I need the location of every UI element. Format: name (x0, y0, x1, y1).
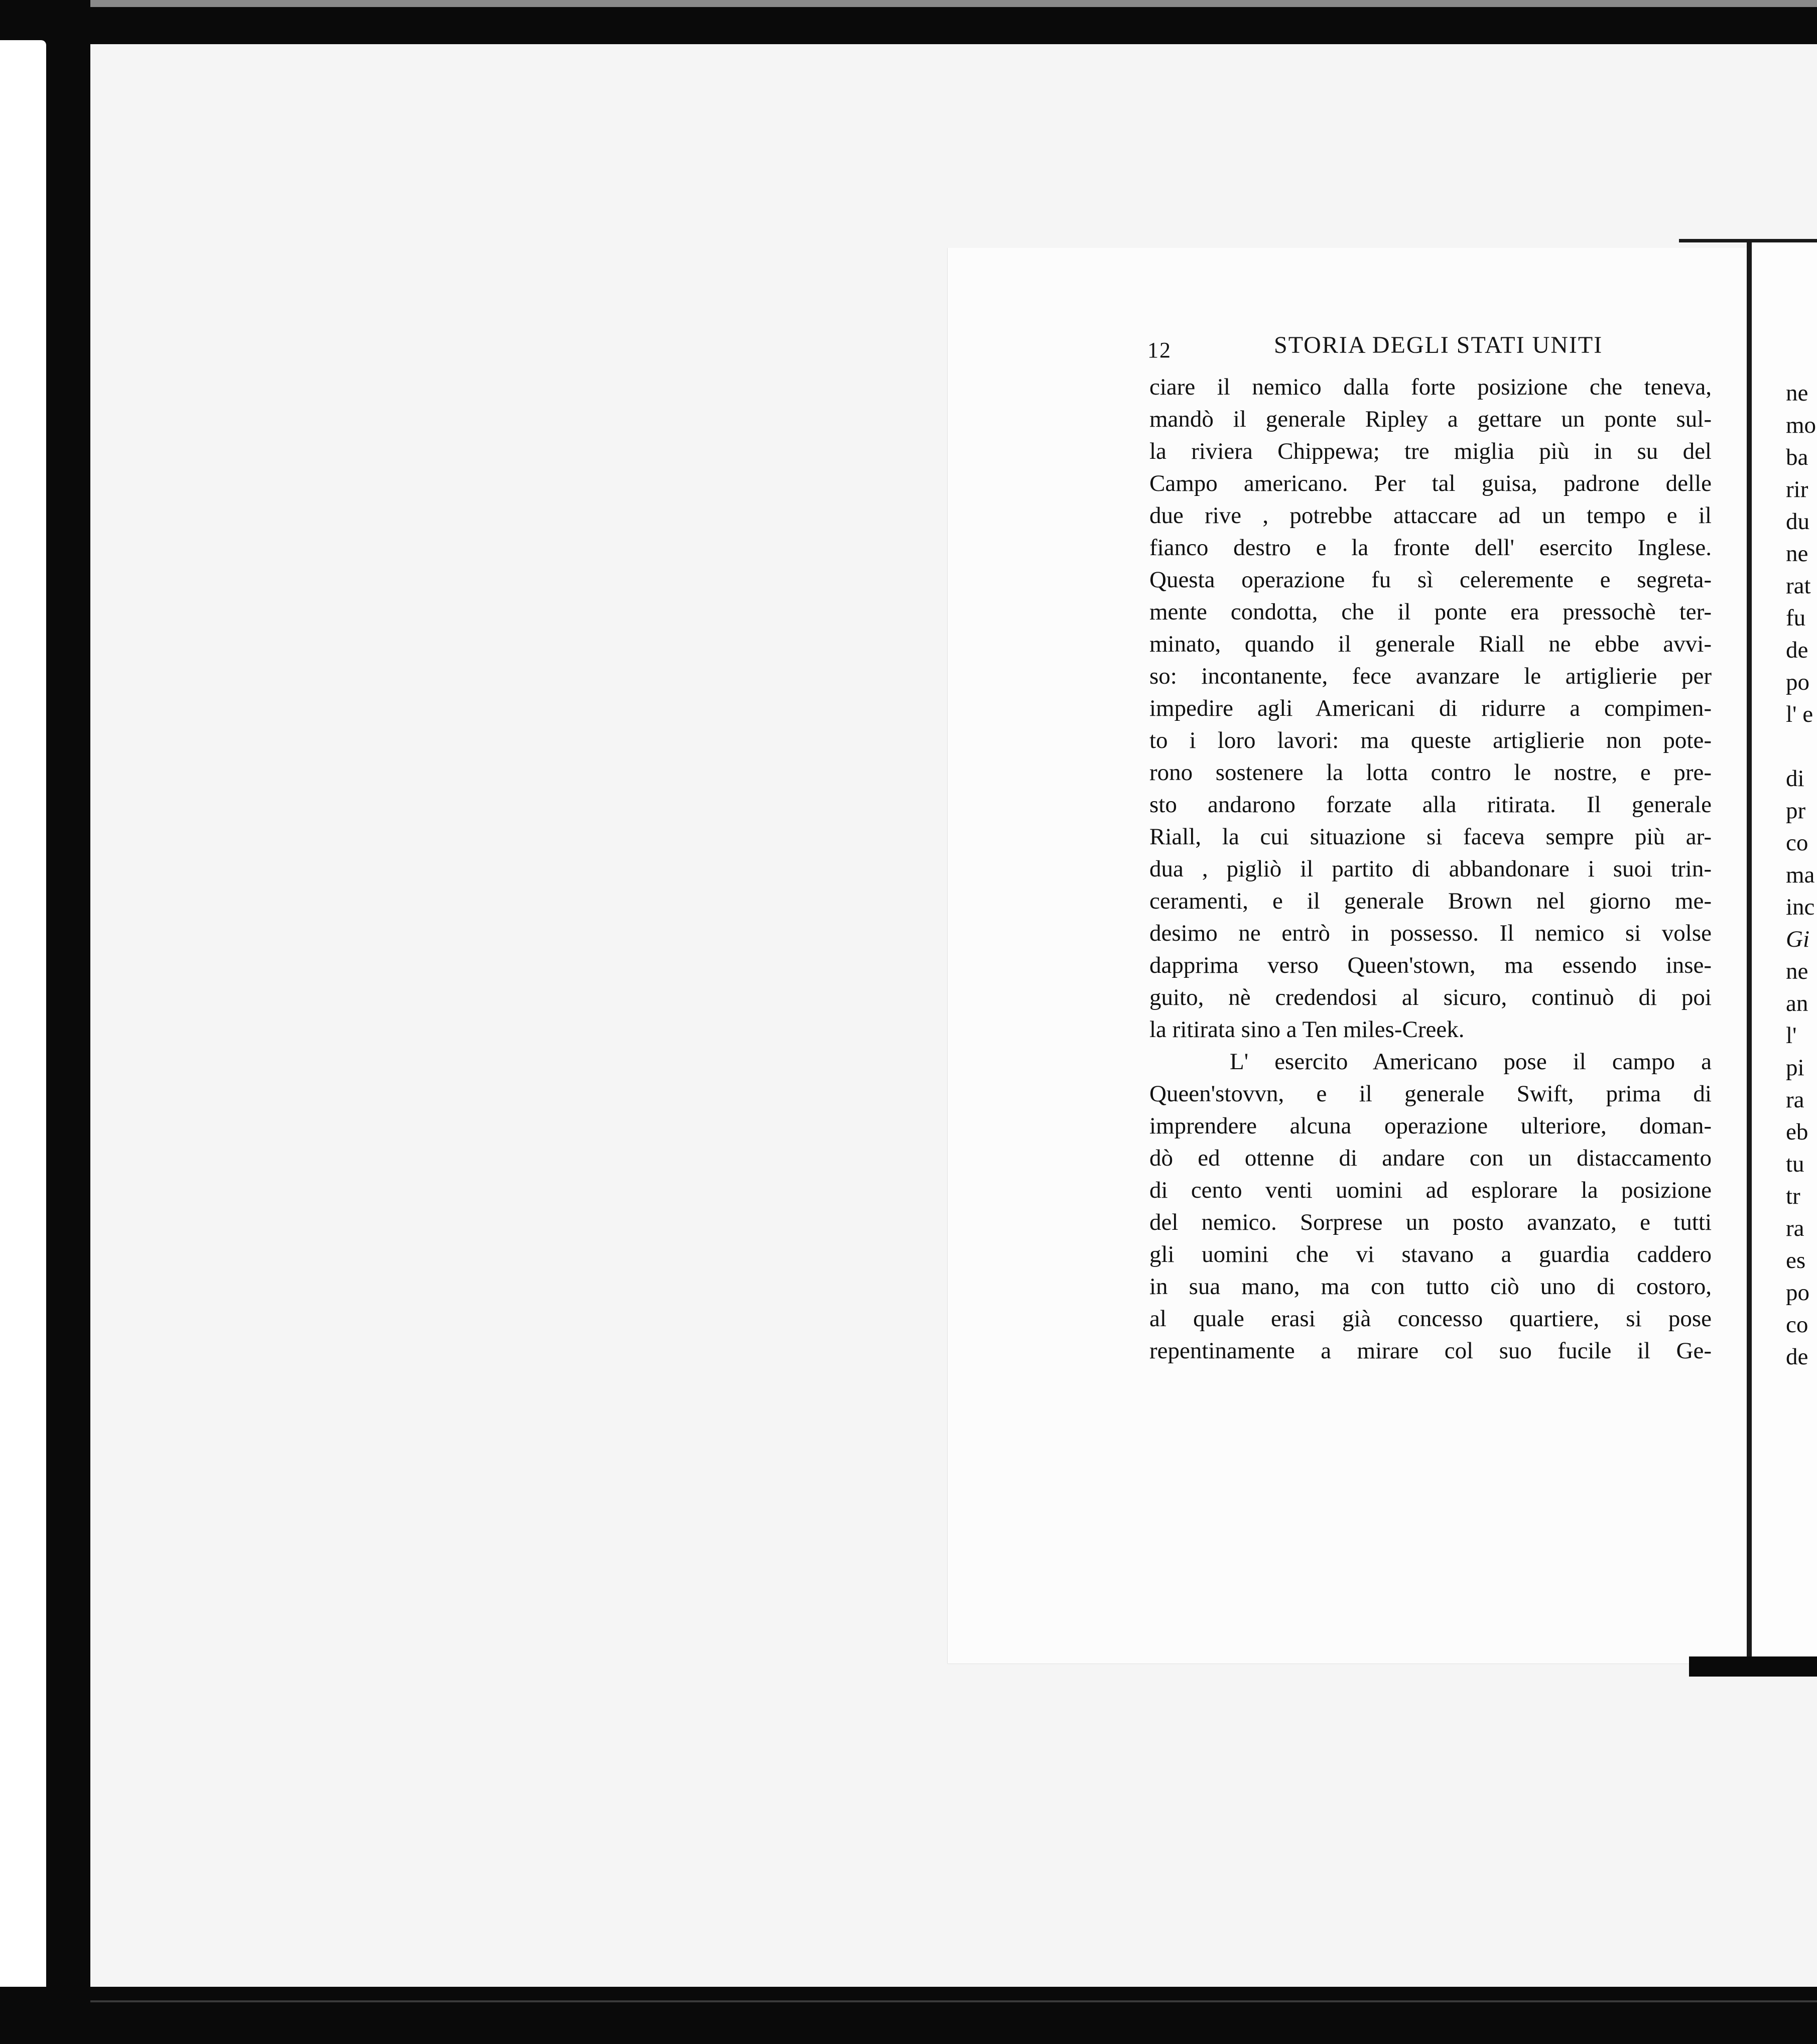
text-line: due rive , potrebbe attaccare ad un tempo e il (1149, 502, 1712, 529)
text-line: in sua mano, ma con tutto ciò uno di costoro, (1149, 1273, 1712, 1300)
page-number: 12 (1147, 338, 1172, 362)
text-line: gli uomini che vi stavano a guardia caddero (1149, 1241, 1712, 1267)
text-line: Riall, la cui situazione si faceva sempre più ar- (1149, 824, 1712, 850)
text-line: fianco destro e la fronte dell' esercito Inglese. (1149, 535, 1712, 561)
facing-fragment: pi (1786, 1055, 1804, 1081)
text-line: guito, nè credendosi al sicuro, continuò di poi (1149, 984, 1712, 1010)
text-line: Questa operazione fu sì celeremente e segreta- (1149, 567, 1712, 593)
text-line: repentinamente a mirare col suo fucile il Ge- (1149, 1338, 1712, 1364)
text-line: sto andarono forzate alla ritirata. Il generale (1149, 792, 1712, 818)
text-line: ceramenti, e il generale Brown nel giorno me- (1149, 888, 1712, 914)
facing-fragment: l' (1786, 1023, 1797, 1049)
facing-fragment: an (1786, 990, 1808, 1016)
facing-fragment: ra (1786, 1215, 1804, 1241)
facing-fragment: ba (1786, 444, 1808, 470)
facing-fragment: co (1786, 830, 1808, 856)
text-line: rono sostenere la lotta contro le nostre, e pre- (1149, 759, 1712, 786)
page-gutter (1747, 241, 1752, 1656)
text-line: di cento venti uomini ad esplorare la posizione (1149, 1177, 1712, 1203)
text-line: so: incontanente, fece avanzare le artiglierie per (1149, 663, 1712, 689)
running-head-title: STORIA DEGLI STATI UNITI (1274, 332, 1603, 358)
text-line: del nemico. Sorprese un posto avanzato, e tutti (1149, 1209, 1712, 1235)
facing-fragment: tu (1786, 1151, 1804, 1177)
text-line: ciare il nemico dalla forte posizione che teneva, (1149, 374, 1712, 400)
facing-fragment: Gi (1786, 926, 1809, 952)
text-line: mandò il generale Ripley a gettare un ponte sul- (1149, 406, 1712, 432)
text-line: desimo ne entrò in possesso. Il nemico si volse (1149, 920, 1712, 946)
facing-fragment: eb (1786, 1119, 1808, 1145)
scanner-bottom-line (90, 2000, 1817, 2002)
facing-fragment: ne (1786, 380, 1808, 406)
facing-fragment: rir (1786, 476, 1808, 502)
facing-fragment: ne (1786, 958, 1808, 984)
facing-fragment: co (1786, 1312, 1808, 1338)
facing-fragment: mo (1786, 412, 1816, 438)
facing-fragment: po (1786, 1280, 1809, 1306)
paragraph-start-line: L' esercito Americano pose il campo a (1230, 1049, 1712, 1075)
facing-fragment: po (1786, 669, 1809, 695)
facing-fragment: tr (1786, 1183, 1800, 1209)
text-line: dò ed ottenne di andare con un distaccamento (1149, 1145, 1712, 1171)
scanner-left-margin (0, 40, 46, 2043)
top-page-edge-rule (1679, 239, 1817, 242)
facing-fragment: ne (1786, 541, 1808, 567)
text-line: Campo americano. Per tal guisa, padrone delle (1149, 470, 1712, 496)
facing-fragment: inc (1786, 894, 1815, 920)
text-line: dapprima verso Queen'stown, ma essendo inse- (1149, 952, 1712, 978)
facing-fragment: rat (1786, 573, 1811, 599)
facing-fragment: du (1786, 508, 1809, 535)
facing-fragment: ra (1786, 1087, 1804, 1113)
facing-fragment: de (1786, 637, 1808, 663)
text-line: to i loro lavori: ma queste artiglierie non pote- (1149, 727, 1712, 753)
scanner-bottom-border (0, 1987, 1817, 2044)
text-line: mente condotta, che il ponte era pressochè ter- (1149, 599, 1712, 625)
text-line: la ritirata sino a Ten miles-Creek. (1149, 1016, 1465, 1043)
facing-fragment: es (1786, 1247, 1806, 1273)
scanner-top-edge (0, 0, 1817, 7)
facing-fragment: di (1786, 765, 1804, 792)
text-line: minato, quando il generale Riall ne ebbe avvi- (1149, 631, 1712, 657)
facing-fragment: pr (1786, 798, 1806, 824)
text-line: imprendere alcuna operazione ulteriore, doman- (1149, 1113, 1712, 1139)
facing-fragment: de (1786, 1344, 1808, 1370)
bottom-page-edge-shadow (1689, 1656, 1817, 1677)
text-line: la riviera Chippewa; tre miglia più in su del (1149, 438, 1712, 464)
text-line: dua , pigliò il partito di abbandonare i suoi trin- (1149, 856, 1712, 882)
facing-fragment: fu (1786, 605, 1806, 631)
facing-fragment: l' e (1786, 701, 1813, 727)
text-line: impedire agli Americani di ridurre a compimen- (1149, 695, 1712, 721)
text-line: al quale erasi già concesso quartiere, si pose (1149, 1306, 1712, 1332)
text-line: Queen'stovvn, e il generale Swift, prima di (1149, 1081, 1712, 1107)
facing-fragment: ma (1786, 862, 1815, 888)
